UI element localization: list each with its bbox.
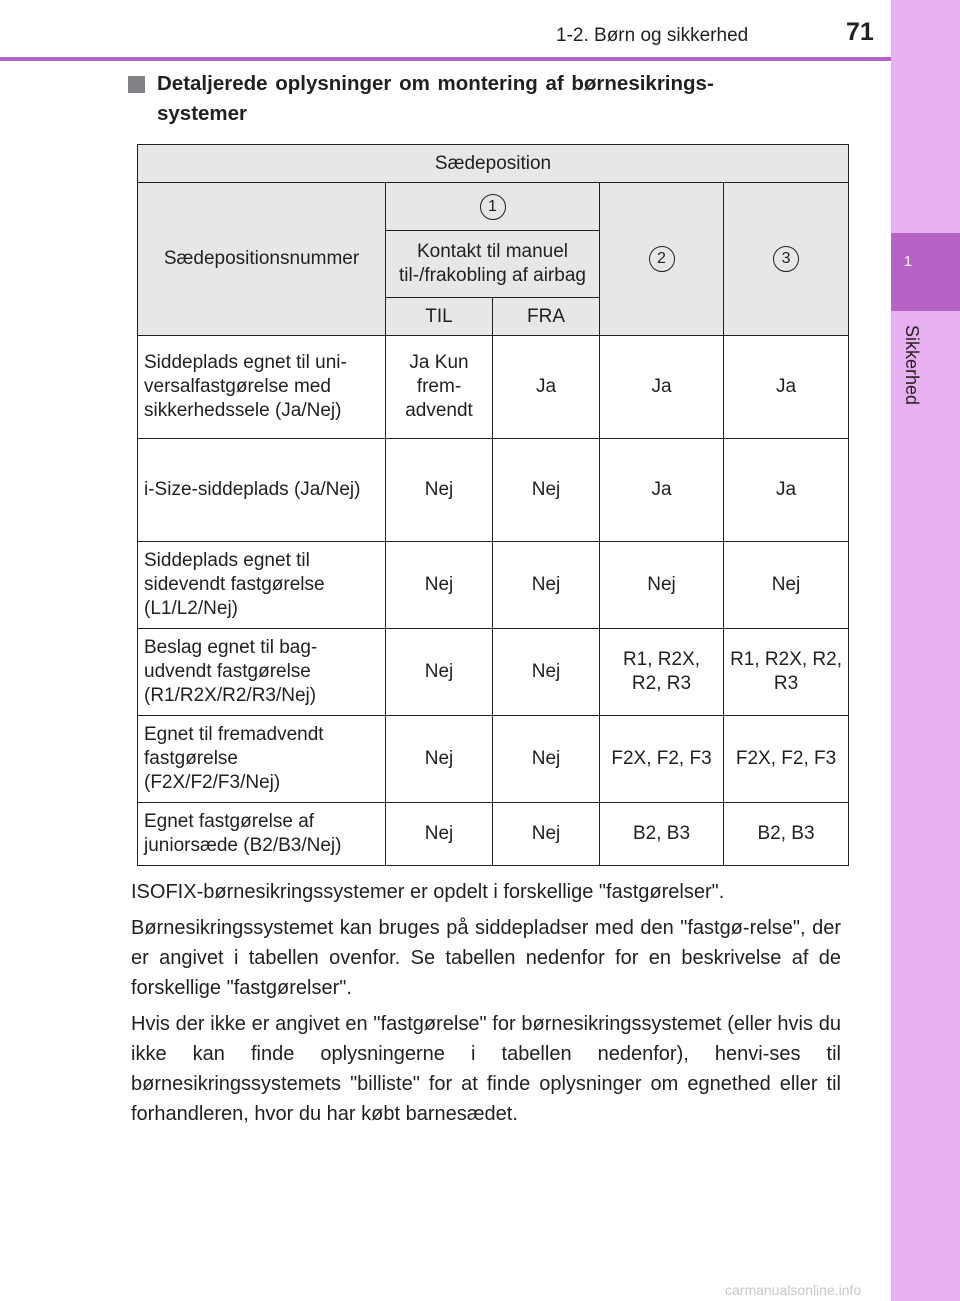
row-label: Siddeplads egnet til uni-versalfastgørelse med sikkerhedssele (Ja/Nej) [138,336,386,439]
watermark: carmanualsonline.info [725,1282,862,1298]
chapter-title: Sikkerhed [902,325,922,406]
airbag-switch-header: Kontakt til manuel til-/frakobling af airbag [386,231,600,298]
position-3-header [724,183,849,336]
cell-position-2: Nej [600,542,724,629]
table-row [138,542,849,629]
page-number: 71 [846,18,874,46]
cell-fra: Nej [493,716,600,803]
cell-fra: Nej [493,629,600,716]
seat-number-header: Sædepositionsnummer [138,183,386,336]
paragraph: Hvis der ikke er angivet en "fastgørelse" for børnesikringssystemet (eller hvis du ikke kan finde oplysningerne i tabellen nedenfor), henvi-ses til børnesikringssystemets "billiste" for at finde oplysninger om egnethed eller til forhandleren, hvor du har købt barnesædet. [131,1013,841,1125]
cell-position-3: Ja [724,439,849,542]
heading-line-1: Detaljerede oplysninger om montering af børnesikrings- [157,72,714,95]
table-row [138,803,849,866]
cell-position-2: R1, R2X, R2, R3 [600,629,724,716]
paragraph: Børnesikringssystemet kan bruges på siddepladser med den "fastgø-relse", der er angivet i tabellen ovenfor. Se tabellen nedenfor for en beskrivelse af de forskellige "fastgørelser". [131,917,841,999]
airbag-off-header: FRA [493,298,600,336]
position-2-badge: 2 [649,246,675,272]
row-label: Egnet fastgørelse af juniorsæde (B2/B3/Nej) [138,803,386,866]
section-title: 1-2. Børn og sikkerhed [556,25,749,46]
position-2-header [600,183,724,336]
cell-til: Ja Kun frem-advendt [386,336,493,439]
airbag-on-header: TIL [386,298,493,336]
cell-til: Nej [386,542,493,629]
table-title: Sædeposition [138,145,849,183]
cell-til: Nej [386,439,493,542]
table-row [138,439,849,542]
cell-fra: Ja [493,336,600,439]
chapter-number: 1 [903,253,913,270]
section-heading [157,69,841,129]
heading-line-2: systemer [157,102,248,125]
side-tab-strip [891,0,960,1301]
table-row [138,629,849,716]
row-label: Beslag egnet til bag-udvendt fastgørelse (R1/R2X/R2/R3/Nej) [138,629,386,716]
cell-fra: Nej [493,542,600,629]
cell-til: Nej [386,803,493,866]
cell-position-3: F2X, F2, F3 [724,716,849,803]
position-1-header [386,183,600,231]
header-divider [0,57,891,61]
cell-fra: Nej [493,803,600,866]
paragraph: ISOFIX-børnesikringssystemer er opdelt i forskellige "fastgørelser". [131,881,725,903]
cell-position-3: Ja [724,336,849,439]
table-row [138,336,849,439]
position-1-badge: 1 [480,194,506,220]
cell-til: Nej [386,716,493,803]
cell-position-2: F2X, F2, F3 [600,716,724,803]
chapter-tab [891,233,960,311]
cell-position-3: B2, B3 [724,803,849,866]
cell-position-2: Ja [600,439,724,542]
cell-til: Nej [386,629,493,716]
cell-position-2: B2, B3 [600,803,724,866]
cell-fra: Nej [493,439,600,542]
seat-position-table [137,144,849,866]
position-3-badge: 3 [773,246,799,272]
cell-position-3: Nej [724,542,849,629]
row-label: Egnet til fremadvendt fastgørelse (F2X/F2/F3/Nej) [138,716,386,803]
square-bullet-icon [128,76,145,93]
cell-position-3: R1, R2X, R2, R3 [724,629,849,716]
cell-position-2: Ja [600,336,724,439]
row-label: i-Size-siddeplads (Ja/Nej) [138,439,386,542]
table-row [138,716,849,803]
row-label: Siddeplads egnet til sidevendt fastgørelse (L1/L2/Nej) [138,542,386,629]
